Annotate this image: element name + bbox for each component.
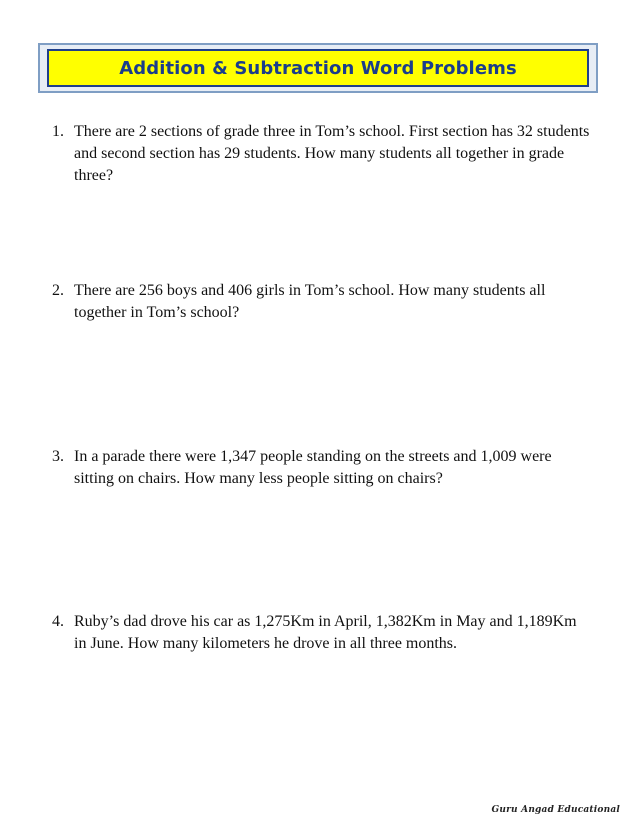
- problem-number: 1.: [52, 123, 64, 140]
- problem-text: There are 2 sections of grade three in Tom’s school. First section has 32 students and second section has 29 students. How many students all together in grade three?: [74, 123, 590, 184]
- worksheet-title-frame: [38, 43, 598, 93]
- problem-number: 2.: [52, 282, 64, 299]
- problem-3: [52, 446, 592, 490]
- problem-4: [52, 611, 592, 655]
- footer-credit: Guru Angad Educational: [491, 805, 620, 815]
- problem-2: [52, 280, 592, 324]
- problem-1: [52, 121, 592, 187]
- worksheet-title-banner: [47, 49, 589, 87]
- problem-text: In a parade there were 1,347 people standing on the streets and 1,009 were sitting on chairs. How many less people sitting on chairs?: [74, 448, 552, 487]
- problem-number: 4.: [52, 613, 64, 630]
- worksheet-title: Addition & Subtraction Word Problems: [119, 57, 517, 79]
- problem-text: Ruby’s dad drove his car as 1,275Km in April, 1,382Km in May and 1,189Km in June. How many kilometers he drove in all three months.: [74, 613, 577, 652]
- problem-number: 3.: [52, 448, 64, 465]
- problem-text: There are 256 boys and 406 girls in Tom’s school. How many students all together in Tom’s school?: [74, 282, 546, 321]
